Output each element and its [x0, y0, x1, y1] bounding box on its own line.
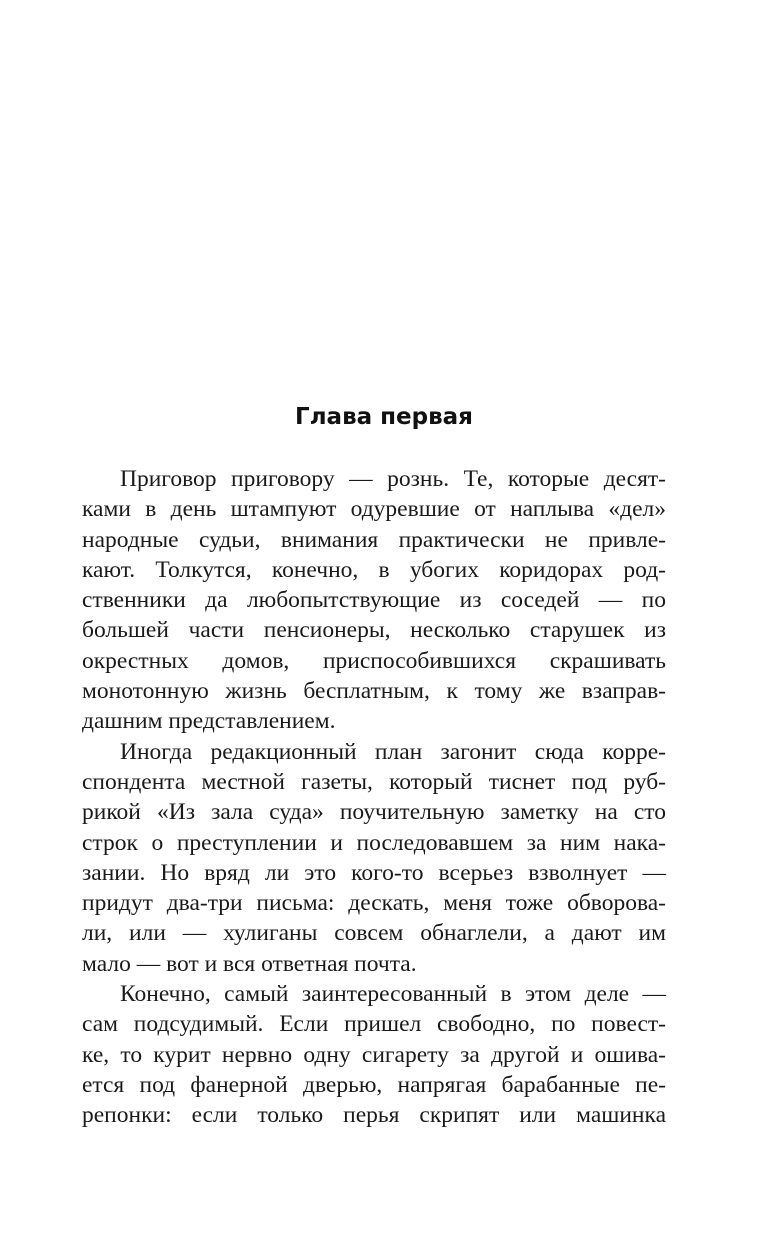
text-line: мало — вот и вся ответная почта. — [82, 950, 417, 977]
text-line: окрестных домов, приспособившихся скрашивать — [82, 647, 666, 674]
text-line: строк о преступлении и последовавшем за ним нака- — [82, 829, 666, 856]
text-line: ками в день штампуют одуревшие от наплыва «дел» — [82, 496, 666, 523]
text-line: ется под фанерной дверью, напрягая барабанные пе- — [82, 1071, 666, 1098]
text-line: спондента местной газеты, который тиснет под руб- — [82, 768, 666, 795]
text-line: Конечно, самый заинтересованный в этом деле — — [120, 981, 666, 1008]
text-line: большей части пенсионеры, несколько старушек из — [82, 617, 666, 644]
text-line: Иногда редакционный план загонит сюда корре- — [120, 738, 666, 765]
text-line: придут два-три письма: дескать, меня тоже обворова- — [82, 890, 666, 917]
text-line: ли, или — хулиганы совсем обнаглели, а дают им — [82, 920, 666, 947]
text-line: сам подсудимый. Если пришел свободно, по повест- — [82, 1011, 666, 1038]
text-line: репонки: если только перья скрипят или машинка — [82, 1102, 666, 1129]
chapter-title: Глава первая — [295, 404, 473, 430]
text-line: ке, то курит нервно одну сигарету за другой и ошива- — [82, 1041, 666, 1068]
text-line: ственники да любопытствующие из соседей — по — [82, 587, 666, 614]
text-line: кают. Толкутся, конечно, в убогих коридорах род- — [82, 556, 666, 583]
text-line: Приговор приговору — рознь. Те, которые десят- — [120, 466, 666, 492]
text-line: народные судьи, внимания практически не привле- — [82, 526, 666, 553]
text-line: рикой «Из зала суда» поучительную заметку на сто — [82, 799, 666, 826]
text-line: монотонную жизнь бесплатным, к тому же взаправ- — [82, 678, 666, 705]
text-line: дашним представлением. — [82, 708, 336, 735]
text-line: зании. Но вряд ли это кого-то всерьез взволнует — — [82, 859, 666, 886]
body-text — [82, 464, 666, 1131]
